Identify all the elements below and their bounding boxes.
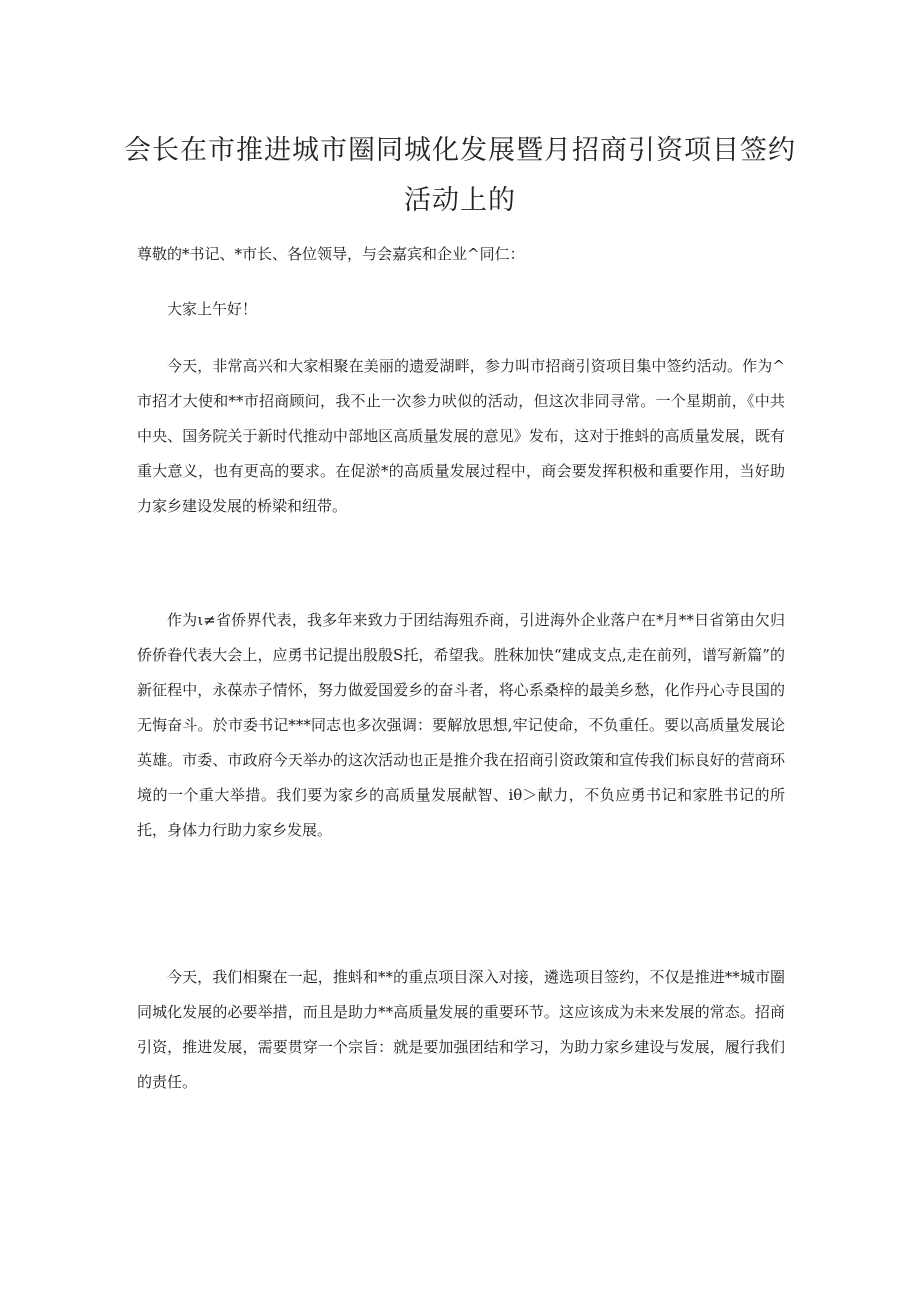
- document-title-line-1: 会长在市推进城市圈同城化发展暨月招商引资项目签约: [124, 135, 796, 166]
- paragraph-2: 作为ι≠省侨界代表，我多年来致力于团结海殂乔商，引进海外企业落户在*月**日省第由欠归侨侨眷代表大会上，应勇书记提出殷殷S托，希望我。胜秣加快“建成支点,走在前列，谱写新篇”的新征程中，永葆赤子情怀，努力做爱国爱乡的奋斗者，将心系桑梓的最美乡愁，化作丹心寺艮国的无悔奋斗。於市委书记***同志也多次强调：要解放思想,牢记使命，不负重任。要以高质量发展论英雄。市委、市政府今天举办的这次活动也正是推介我在招商引资政策和宣传我们标良好的营商环境的一个重大举措。我们要为家乡的高质量发展献智、iθ＞献力，不负应勇书记和家胜书记的所托，身体力行助力家乡发展。: [137, 611, 785, 839]
- document-title-line-2: 活动上的: [404, 185, 516, 216]
- paragraph-3: 今天，我们相聚在一起，推蚪和**的重点项目深入对接，遴选项目签约，不仅是推进**城市圈同城化发展的必要举措，而且是助力**高质量发展的重要环节。这应该成为未来发展的常态。招商引资，推进发展，需要贯穿一个宗旨：就是要加强团结和学习，为助力家乡建设与发展，履行我们的责任。: [137, 968, 785, 1091]
- greeting: 大家上午好！: [167, 300, 258, 318]
- paragraph-1: 今天，非常高兴和大家相聚在美丽的遗爱湖畔，参力叫市招商引资项目集中签约活动。作为^市招才大使和**市招商顾问，我不止一次参力吠似的活动，但这次非同寻常。一个星期前，《中共中央、国务院关于新时代推动中部地区高质量发展的意见》发布，这对于推蚪的高质量发展，既有重大意义，也有更高的要求。在促淤*的高质量发展过程中，商会要发挥积极和重要作用，当好助力家乡建设发展的桥梁和纽带。: [137, 357, 785, 515]
- salutation: 尊敬的*书记、*市长、各位领导，与会嘉宾和企业^同仁：: [137, 245, 525, 263]
